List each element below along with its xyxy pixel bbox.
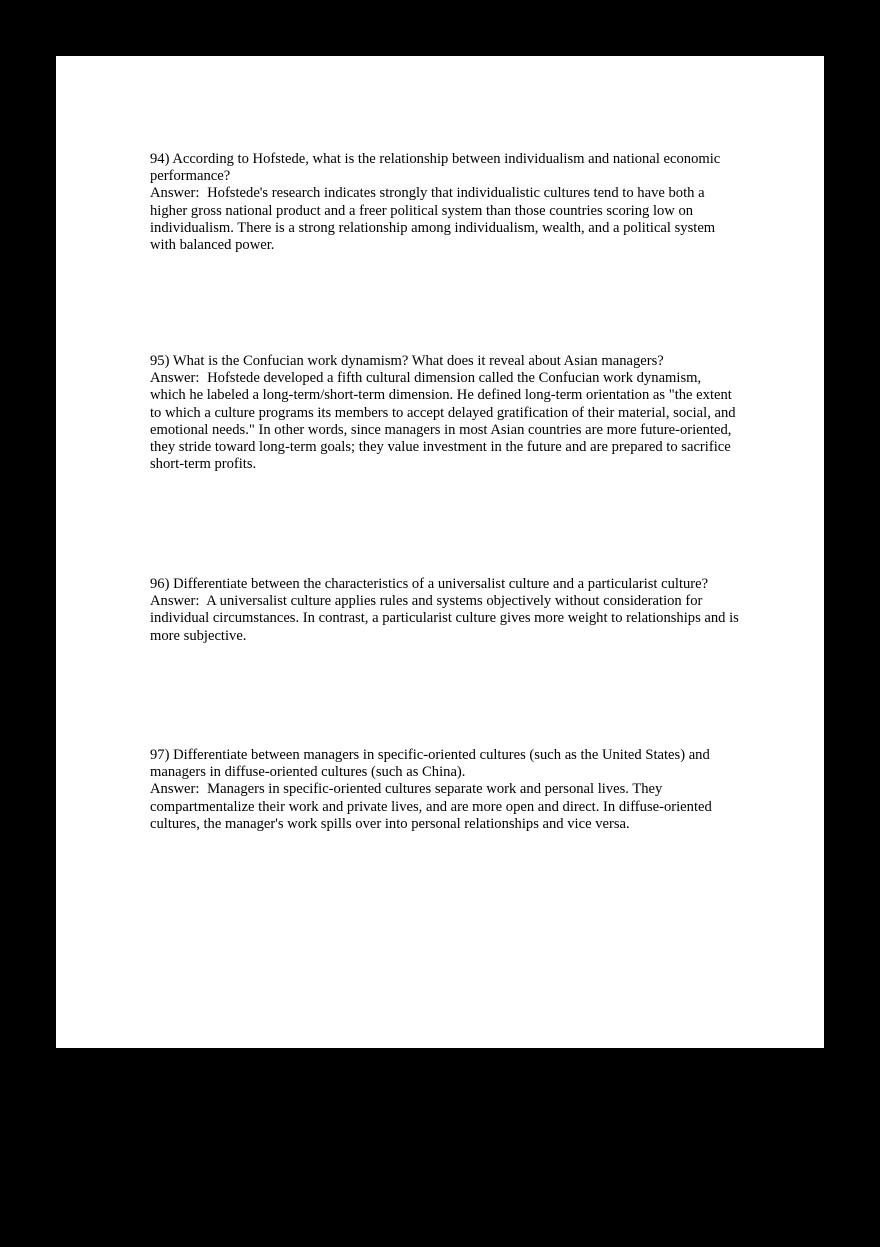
answer-body: Managers in specific-oriented cultures separate work and personal lives. They compartmentalize their work and private lives, and are more open and direct. In diffuse-oriented cultures, the manager's work spills over into personal relationships and vice versa.: [150, 781, 712, 832]
question-number: 97): [150, 747, 170, 763]
answer-text: [150, 781, 740, 833]
question-body: Differentiate between the characteristics of a universalist culture and a particularist culture?: [173, 576, 709, 592]
answer-label: Answer:: [150, 185, 200, 202]
question-text: [150, 353, 740, 370]
question-number: 94): [150, 151, 170, 167]
question-text: [150, 747, 740, 781]
question-number: 95): [150, 353, 170, 369]
question-block-96: [150, 576, 740, 645]
question-block-97: [150, 747, 740, 833]
question-text: [150, 576, 740, 593]
question-body: Differentiate between managers in specific-oriented cultures (such as the United States) and managers in diffuse-oriented cultures (such as China).: [150, 747, 710, 781]
question-body: What is the Confucian work dynamism? What does it reveal about Asian managers?: [172, 353, 664, 369]
question-number: 96): [150, 576, 170, 592]
document-page: [56, 56, 824, 1048]
question-block-94: [150, 151, 740, 254]
answer-text: [150, 370, 740, 473]
answer-label: Answer:: [150, 593, 200, 610]
answer-body: A universalist culture applies rules and systems objectively without consideration for individual circumstances. In contrast, a particularist culture gives more weight to relationships and is more subjective.: [150, 593, 739, 644]
question-text: [150, 151, 740, 185]
answer-text: [150, 185, 740, 254]
answer-body: Hofstede's research indicates strongly that individualistic cultures tend to have both a higher gross national product and a freer political system than those countries scoring low on individualism. There is a strong relationship among individualism, wealth, and a political system with balanced power.: [150, 185, 716, 254]
question-block-95: [150, 353, 740, 473]
answer-body: Hofstede developed a fifth cultural dimension called the Confucian work dynamism, which he labeled a long-term/short-term dimension. He defined long-term orientation as "the extent to which a culture programs its members to accept delayed gratification of their material, social, and emotional needs." In other words, since managers in most Asian countries are more future-oriented, they stride toward long-term goals; they value investment in the future and are prepared to sacrifice short-term profits.: [150, 370, 736, 473]
answer-label: Answer:: [150, 781, 200, 798]
answer-label: Answer:: [150, 370, 200, 387]
answer-text: [150, 593, 740, 645]
question-body: According to Hofstede, what is the relationship between individualism and national economic performance?: [150, 151, 721, 185]
